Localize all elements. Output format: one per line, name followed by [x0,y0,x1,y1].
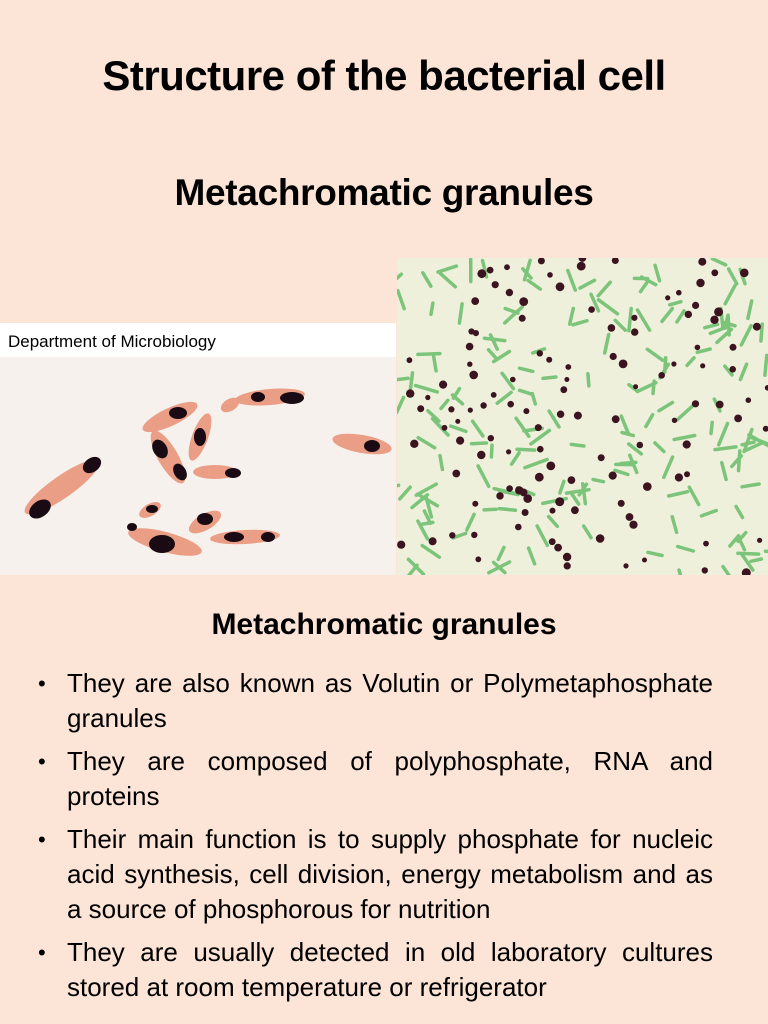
granule-dot [504,264,510,270]
bacillus-rod [593,480,603,482]
granule-dot [410,440,418,448]
granule-dot [757,538,762,543]
granule-dot [626,513,634,521]
granule-dot [618,500,625,507]
granule-dot [429,537,437,545]
granule-dot [506,289,513,296]
bacillus-rod [434,356,437,371]
granule-dot [473,330,479,336]
micrograph-stained-bacilli [0,323,396,575]
image-caption: Department of Microbiology [8,332,216,351]
bullet-item: • They are composed of polyphosphate, RNA and proteins [38,746,713,811]
granule-dot [519,297,528,306]
slide-title: Structure of the bacterial cell [102,52,666,99]
granule-dot [496,492,503,499]
granule-dot [407,357,413,363]
bacillus-rod [440,456,442,470]
granule-dot [556,282,565,291]
granule-dot [665,295,670,300]
granule-dot [487,267,494,274]
granule-dot [475,556,481,562]
granule-dot [406,389,414,397]
bacillus-rod [571,444,584,446]
granule-dot [472,501,478,507]
granule-dot [631,328,638,335]
granule-dot [740,269,749,278]
granule-dot [696,279,704,287]
granule-dot [477,451,485,459]
granule-dot [730,344,737,351]
granule-dot [467,362,472,367]
granule-dot [471,297,479,305]
bullet-item: • They are usually detected in old laboratory cultures stored at room temperature or refrigerator [38,937,713,1002]
granule-dot [456,437,464,445]
granule-dot [535,473,544,482]
granule-dot [698,258,706,266]
bullet-item: • They are also known as Volutin or Polymetaphosphate granules [38,668,713,733]
bullet-dot-icon: • [38,827,46,852]
granule-dot [452,470,460,478]
granule-dot [683,440,691,448]
granule-dot [568,476,576,484]
granule-dot [469,371,478,380]
granule-dot [507,401,514,408]
bullet-dot-icon: • [38,671,46,696]
granule-dot [685,311,692,318]
granule-dot [629,521,637,529]
bacillus-rod [410,373,412,392]
granule-dot [417,405,424,412]
granule-dot [676,290,682,296]
granule-dot [746,397,752,403]
granule-dot [658,372,665,379]
granule-dot [564,562,571,569]
bullet-item: • Their main function is to supply phosphate for nucleic acid synthesis, cell division, energy metabolism and as a source of phosphorous for nutrition [38,824,713,924]
granule-dot [571,506,579,514]
bacillus-rod [751,559,762,561]
granule-dot [523,408,529,414]
bacillus-rod [653,381,654,393]
granule-dot [684,471,690,477]
granule-dot [506,449,511,454]
granule-dot [455,419,460,424]
granule-dot [439,381,447,389]
granule-dot [488,435,494,441]
granule-dot [546,357,552,363]
granule-dot [480,402,486,408]
granule-dot [631,315,637,321]
bacillus-rod [517,449,535,450]
granule-dot [702,567,708,573]
granule-dot [466,343,474,351]
granule-dot [425,395,430,400]
granule-dot [560,386,567,393]
granule-dot [471,532,477,538]
section-heading: Metachromatic granules [211,608,557,641]
bacillus-rod [588,374,589,386]
granule-dot [549,538,556,545]
granule-dot [563,553,571,561]
granule-dot [710,316,718,324]
bacillus-rod [397,378,408,380]
bacillus-rod [418,354,440,355]
granule-dot [550,508,556,514]
granule-dot [448,406,454,412]
bullet-dot-icon: • [38,749,46,774]
granule-dot [716,401,724,409]
granule-dot [633,384,638,389]
granule-dot [596,534,605,543]
granule-dot [515,486,523,494]
granule-dot [557,411,564,418]
granule-dot [522,509,529,516]
granule-dot [523,494,532,503]
granule-dot [672,418,677,423]
bacillus-rod [543,377,556,378]
granule-dot [711,269,718,276]
granule-dot [519,315,526,322]
bacillus-rod [629,309,631,331]
granule-dot [598,454,605,461]
granule-dot [703,541,709,547]
granule-dot [619,360,628,369]
granule-dot [623,563,628,568]
bullet-list [38,666,713,1013]
granule-dot [700,363,705,368]
granule-dot [449,532,455,538]
bacillus-rod [472,443,487,444]
granule-dot [692,302,699,309]
slide-subtitle: Metachromatic granules [174,172,594,213]
bullet-dot-icon: • [38,940,46,965]
granule-dot [692,400,699,407]
granule-dot [643,482,652,491]
granule-dot [555,497,564,506]
granule-dot [554,544,562,552]
granule-dot [588,306,595,313]
granule-dot [574,412,582,420]
bacillus-rod [499,509,515,511]
granule-dot [537,446,544,453]
granule-dot [515,524,522,531]
granule-dot [537,350,543,356]
bacillus-rod [761,324,762,341]
granule-dot [492,281,499,288]
granule-dot [397,541,405,549]
granule-dot [546,462,555,471]
granule-dot [564,377,569,382]
granule-dot [468,408,473,413]
bacillus-rod [431,303,433,314]
granule-dot [714,307,723,316]
granule-dot [675,473,683,481]
granule-dot [695,345,701,351]
granule-dot [535,424,542,431]
granule-dot [734,415,742,423]
granule-dot [671,361,676,366]
stained-bacilli-illustration [0,357,396,575]
granule-dot [510,377,516,383]
granule-dot [477,269,486,278]
bacillus-rod [711,422,712,433]
bacillus-rod [765,355,767,375]
granule-dot [506,485,513,492]
granule-dot [609,472,617,480]
granule-dot [547,272,553,278]
bacillus-rod [491,445,492,457]
granule-dot [577,262,586,271]
granule-dot [491,392,497,398]
granule-dot [642,558,647,563]
granule-dot [612,415,620,423]
granule-dot [610,353,617,360]
granule-dot [565,364,571,370]
bacillus-rod [738,553,759,554]
bacillus-rod [484,509,496,510]
granule-dot [729,366,736,373]
granule-dot [442,425,448,431]
micrograph-granule-stain [397,258,768,575]
granule-dot [637,442,644,449]
granule-dot [753,323,761,331]
granule-dot [608,324,616,332]
